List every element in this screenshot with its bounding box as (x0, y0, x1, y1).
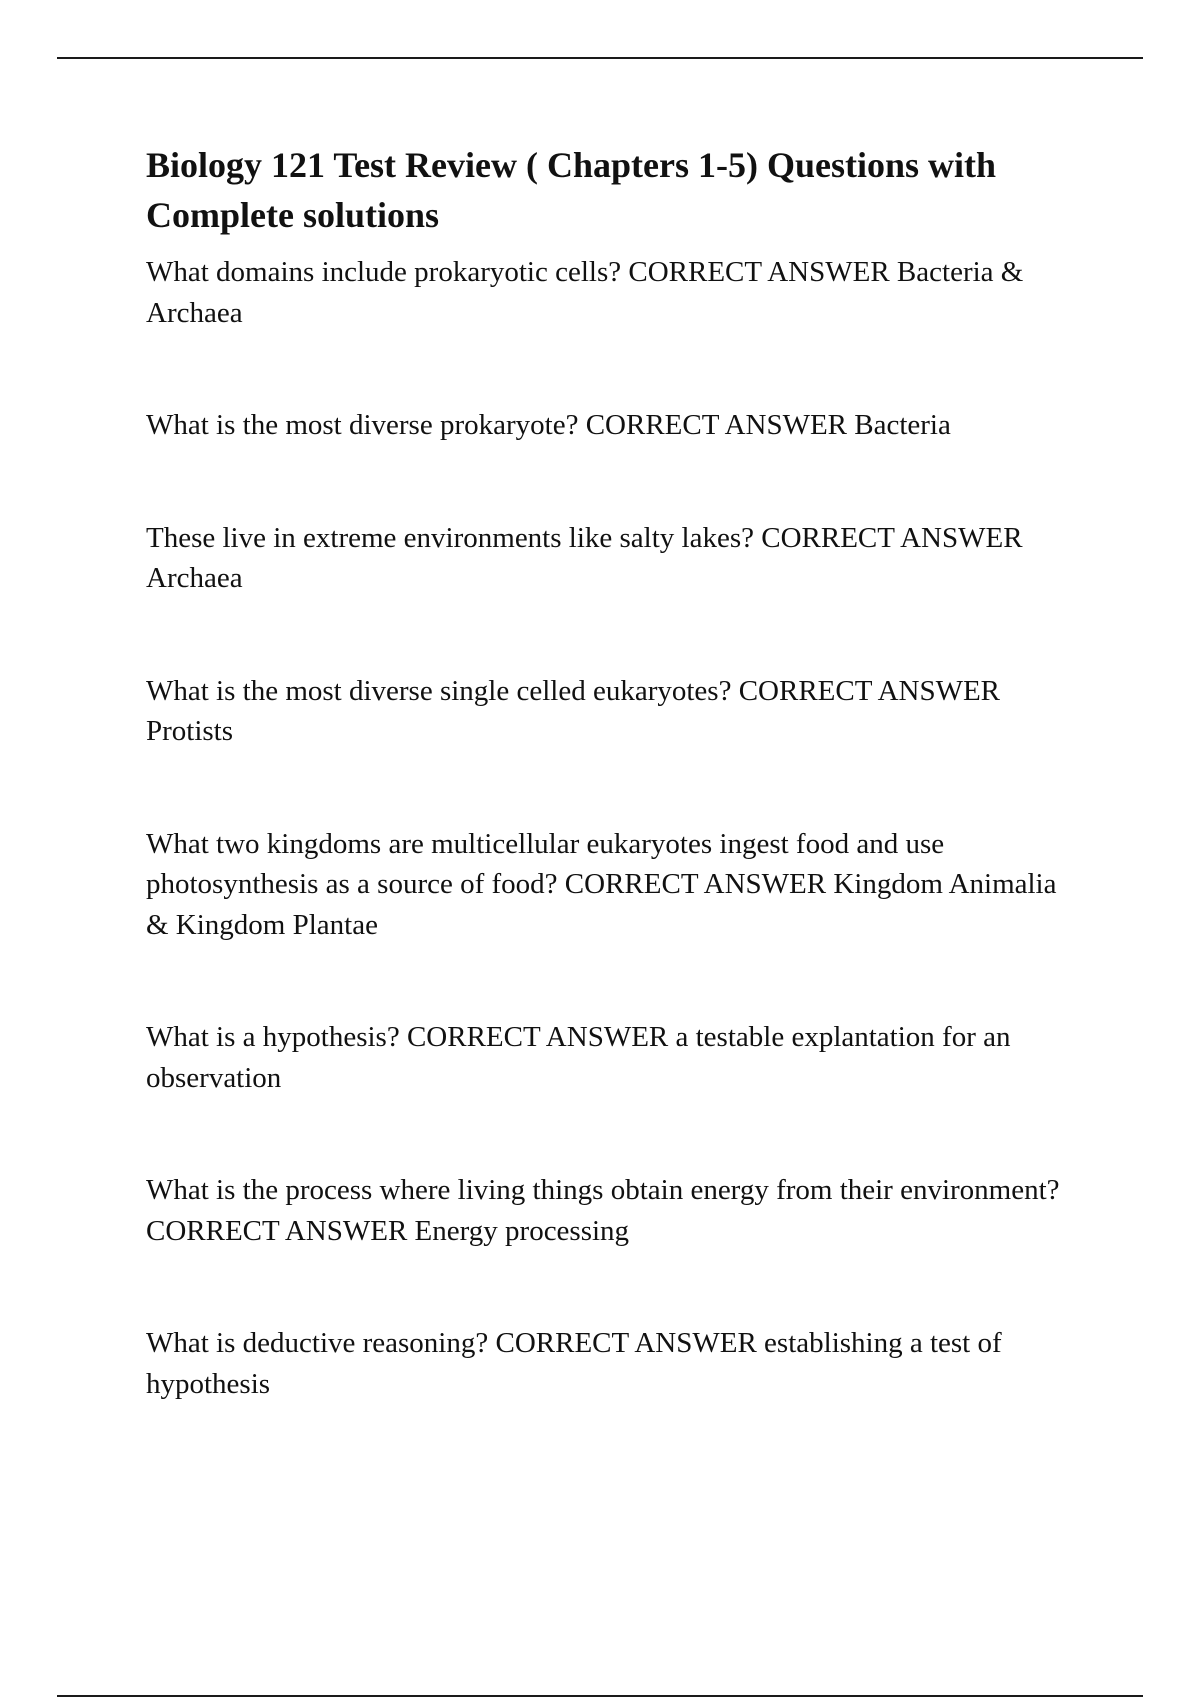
header-rule (57, 57, 1143, 59)
qa-item: What is the most diverse single celled eukaryotes? CORRECT ANSWER Protists (146, 674, 1001, 747)
qa-item: What is a hypothesis? CORRECT ANSWER a testable explantation for an observation (146, 1021, 1011, 1094)
qa-item: What is deductive reasoning? CORRECT ANSWER establishing a test of hypothesis (146, 1327, 1002, 1400)
document-title: Biology 121 Test Review ( Chapters 1-5) Questions with Complete solutions (146, 145, 997, 235)
qa-item: What is the process where living things obtain energy from their environment? CORRECT ANSWER Energy processing (146, 1174, 1060, 1247)
qa-list (146, 252, 1086, 1404)
footer-rule (57, 1695, 1143, 1697)
qa-item: These live in extreme environments like salty lakes? CORRECT ANSWER Archaea (146, 521, 1023, 594)
qa-item: What two kingdoms are multicellular eukaryotes ingest food and use photosynthesis as a source of food? CORRECT ANSWER Kingdom Animalia & Kingdom Plantae (146, 827, 1057, 941)
qa-item: What domains include prokaryotic cells? CORRECT ANSWER Bacteria & Archaea (146, 256, 1024, 329)
page-content (146, 140, 1086, 1404)
qa-item: What is the most diverse prokaryote? CORRECT ANSWER Bacteria (146, 409, 951, 441)
